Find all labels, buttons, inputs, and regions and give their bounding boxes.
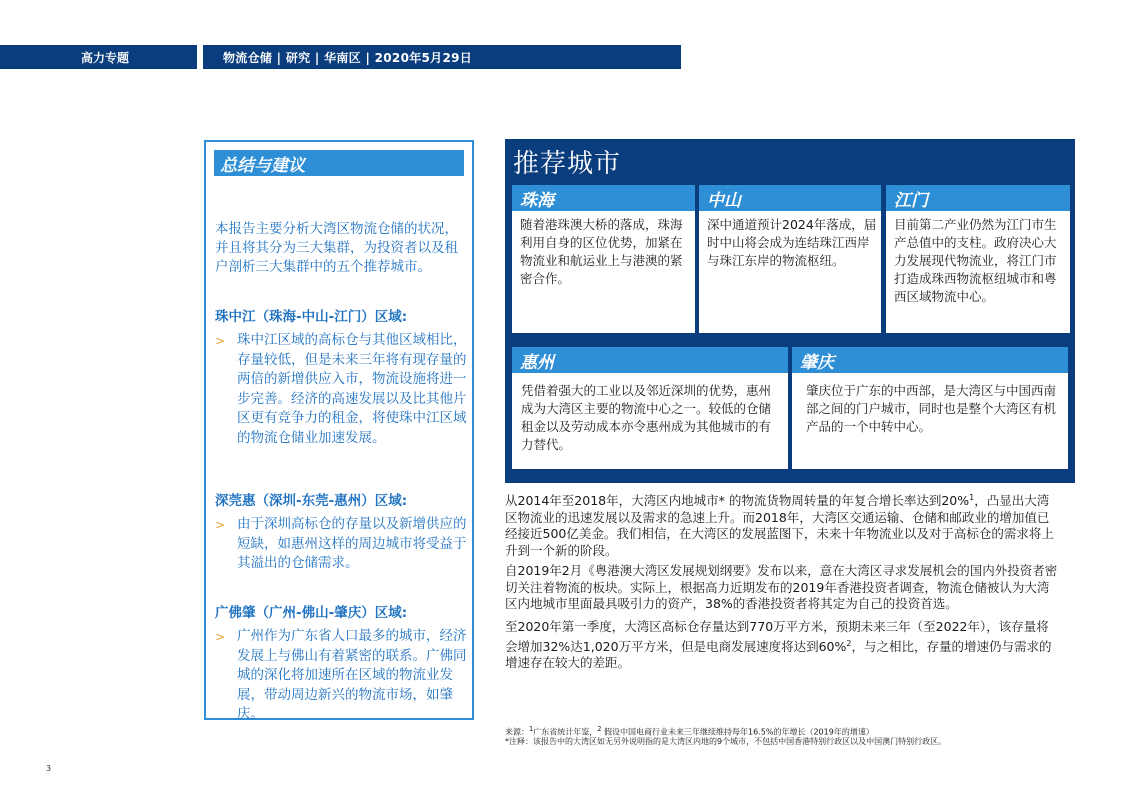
bullet-arrow-icon: >	[215, 518, 226, 532]
region-heading-zhongjiang: 珠中江（珠海-中山-江门）区域:	[215, 309, 408, 325]
city-description: 凭借着强大的工业以及邻近深圳的优势，惠州成为大湾区主要的物流中心之一。较低的仓储租金以及劳动成本亦令惠州成为其他城市的有力替代。	[521, 383, 772, 452]
city-card-zhaoqing	[792, 347, 1068, 469]
bullet-arrow-icon: >	[215, 334, 226, 348]
header-breadcrumb: 物流仓储 | 研究 | 华南区 | 2020年5月29日	[203, 45, 681, 69]
recommended-cities-panel	[505, 139, 1075, 483]
city-card-huizhou	[512, 347, 788, 469]
city-name: 中山	[699, 185, 881, 211]
city-name: 肇庆	[792, 347, 1068, 373]
region-heading-shenguanhui: 深莞惠（深圳-东莞-惠州）区域:	[215, 493, 408, 509]
body-paragraph-2: 自2019年2月《粤港澳大湾区发展规划纲要》发布以来，意在大湾区寻求发展机会的国内外投资者密切关注着物流的板块。实际上，根据高力近期发布的2019年香港投资者调查，物流仓储被认为大湾区内地城市里面最具吸引力的资产，38%的香港投资者将其定为自己的投资首选。	[505, 563, 1058, 611]
city-card-zhongshan	[699, 185, 881, 333]
city-description: 随着港珠澳大桥的落成，珠海利用自身的区位优势，加紧在物流业和航运业上与港澳的紧密合作。	[520, 217, 683, 286]
page-number: 3	[46, 764, 52, 773]
region-heading-guangfozhao: 广佛肇（广州-佛山-肇庆）区域:	[215, 605, 408, 621]
city-name: 江门	[886, 185, 1070, 211]
city-card-zhuhai	[512, 185, 695, 333]
city-description: 目前第二产业仍然为江门市生产总值中的支柱。政府决心大力发展现代物流业，将江门市打造成珠西物流枢纽城市和粤西区域物流中心。	[894, 217, 1057, 304]
region-bullet-guangfozhao: > 广州作为广东省人口最多的城市，经济发展上与佛山有着紧密的联系。广佛同城的深化将加速所在区域的物流业发展，带动周边新兴的物流市场，如肇庆。	[215, 627, 469, 725]
body-paragraph-3: 至2020年第一季度，大湾区高标仓存量达到770万平方米，预期未来三年（至2022年），该存量将会增加32%达1,020万平方米，但是电商发展速度将达到60%$^2$，与之相比，存量的增速仍与需求的增速存在较大的差距。	[505, 619, 1052, 671]
summary-intro: 本报告主要分析大湾区物流仓储的状况，并且将其分为三大集群，为投资者以及租户剖析三大集群中的五个推荐城市。	[215, 221, 458, 275]
body-paragraph-1: 从2014年至2018年，大湾区内地城市* 的物流货物周转量的年复合增长率达到20%$^1$，凸显出大湾区物流业的迅速发展以及需求的急速上升。而2018年，大湾区交通运输、仓储和邮政业的增加值已经接近500亿美金。我们相信，在大湾区的发展蓝图下，未来十年物流业以及对于高标仓的需求将上升到一个新的阶段。	[505, 493, 1054, 558]
region-bullet-shenguanhui: > 由于深圳高标仓的存量以及新增供应的短缺，如惠州这样的周边城市将受益于其溢出的仓储需求。	[215, 515, 469, 574]
city-card-jiangmen	[886, 185, 1070, 333]
bullet-arrow-icon: >	[215, 630, 226, 644]
summary-box	[204, 140, 474, 720]
recommended-cities-title: 推荐城市	[513, 149, 622, 179]
region-bullet-zhongjiang: > 珠中江区域的高标仓与其他区域相比，存量较低，但是未来三年将有现存量的两倍的新增供应入市，物流设施将进一步完善。经济的高速发展以及比其他片区更有竞争力的租金，将使珠中江区域的物流仓储业加速发展。	[215, 331, 469, 448]
footnote-note: *注释：该报告中的大湾区如无另外说明指的是大湾区内地的9个城市，不包括中国香港特别行政区以及中国澳门特别行政区。	[505, 737, 947, 746]
summary-title: 总结与建议	[214, 150, 464, 176]
city-name: 惠州	[512, 347, 788, 373]
city-description: 深中通道预计2024年落成，届时中山将会成为连结珠江西岸与珠江东岸的物流枢纽。	[707, 217, 877, 268]
footnote-source: 来源：$^1$广东省统计年鉴，$^2$ 假设中国电商行业未来三年继续维持每年16.5%的年增长（2019年的增速）	[505, 725, 874, 737]
city-name: 珠海	[512, 185, 695, 211]
city-description: 肇庆位于广东的中西部，是大湾区与中国西南部之间的门户城市，同时也是整个大湾区有机产品的一个中转中心。	[806, 383, 1057, 434]
header-section-label: 高力专题	[0, 45, 197, 69]
